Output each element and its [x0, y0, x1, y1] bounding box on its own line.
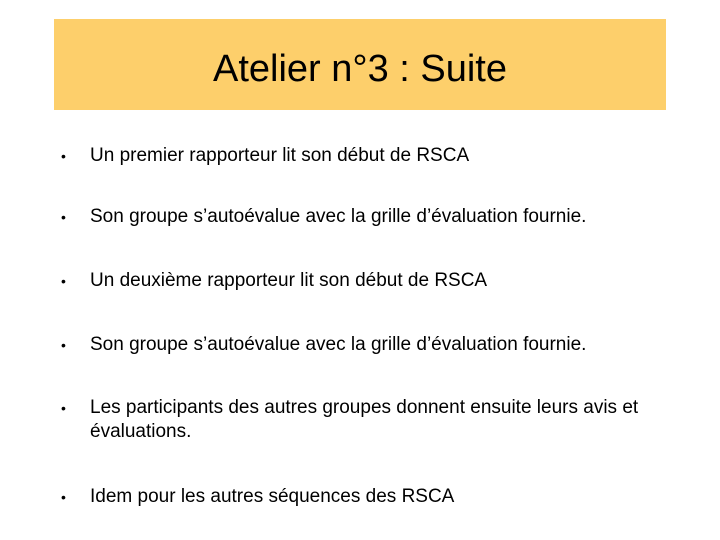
bullet-dot-icon: • [61, 400, 66, 416]
bullet-item [61, 144, 711, 168]
bullet-item [61, 485, 711, 509]
bullet-text: Son groupe s’autoévalue avec la grille d’évaluation fournie. [90, 206, 587, 227]
bullet-text: Les participants des autres groupes donnent ensuite leurs avis et évaluations. [90, 397, 639, 442]
bullet-text: Un premier rapporteur lit son début de RSCA [90, 145, 470, 166]
bullet-text: Son groupe s’autoévalue avec la grille d’évaluation fournie. [90, 334, 587, 355]
bullet-item [61, 333, 711, 357]
bullet-dot-icon: • [61, 337, 66, 353]
bullet-dot-icon: • [61, 148, 66, 164]
bullet-item [61, 396, 711, 444]
bullet-dot-icon: • [61, 209, 66, 225]
bullet-dot-icon: • [61, 273, 66, 289]
bullet-text: Idem pour les autres séquences des RSCA [90, 486, 455, 507]
bullet-item [61, 205, 711, 229]
bullet-item [61, 269, 711, 293]
bullet-text: Un deuxième rapporteur lit son début de RSCA [90, 270, 488, 291]
slide-title: Atelier n°3 : Suite [212, 47, 508, 90]
bullet-dot-icon: • [61, 489, 66, 505]
